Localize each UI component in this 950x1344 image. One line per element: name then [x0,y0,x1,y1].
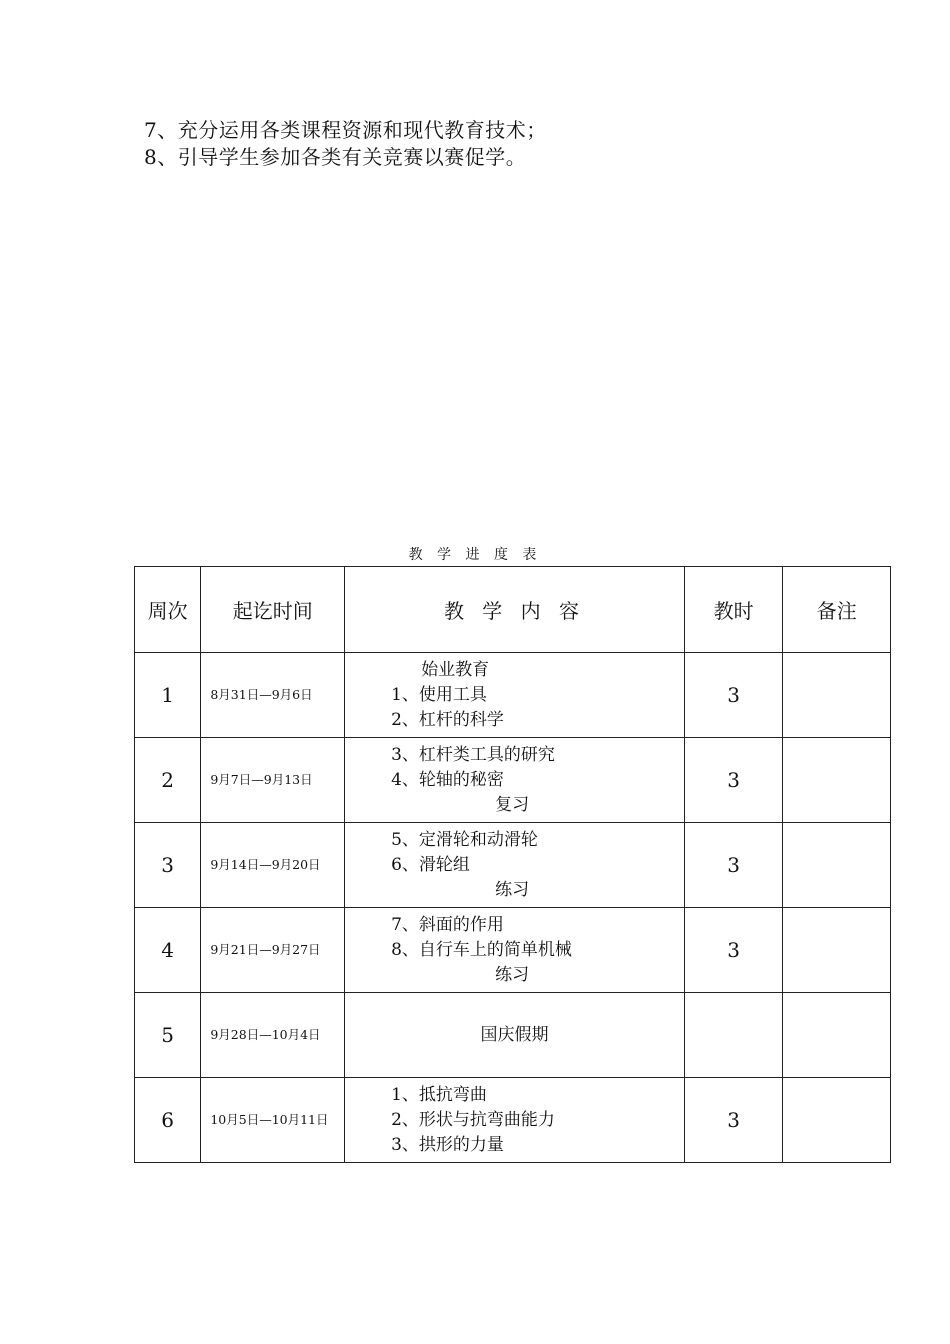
content-line: 3、拱形的力量 [391,1134,504,1155]
notes-cell [783,908,891,993]
date-range-cell: 10月5日—10月11日 [201,1078,345,1163]
table-row [135,653,891,738]
content-line: 3、杠杆类工具的研究 [391,744,555,765]
hours-cell: 3 [684,1078,783,1163]
hours-cell [684,993,783,1078]
hours-cell: 3 [684,738,783,823]
paragraph-item-8: 8、引导学生参加各类有关竞赛以赛促学。 [144,145,527,169]
date-range-cell: 9月7日—9月13日 [201,738,345,823]
date-range-cell: 9月14日—9月20日 [201,823,345,908]
notes-cell [783,738,891,823]
content-cell [345,908,685,993]
table-row [135,823,891,908]
content-line: 2、形状与抗弯曲能力 [391,1109,555,1130]
week-cell: 6 [135,1078,201,1163]
content-line: 练习 [495,879,530,900]
table-row [135,738,891,823]
week-cell: 3 [135,823,201,908]
notes-cell [783,1078,891,1163]
week-cell: 1 [135,653,201,738]
header-hours: 教时 [684,567,783,653]
content-cell [345,738,685,823]
notes-cell [783,823,891,908]
table-row [135,908,891,993]
table-header-row [135,567,891,653]
table-row [135,993,891,1078]
content-line: 6、滑轮组 [391,854,470,875]
content-line: 复习 [495,794,530,815]
notes-cell [783,653,891,738]
hours-cell: 3 [684,823,783,908]
header-content: 教 学 内 容 [345,567,685,653]
notes-cell [783,993,891,1078]
header-week: 周次 [135,567,201,653]
content-cell [345,993,685,1078]
content-line: 始业教育 [421,659,490,680]
content-cell [345,823,685,908]
week-cell: 2 [135,738,201,823]
content-line: 国庆假期 [480,1024,549,1045]
week-cell: 4 [135,908,201,993]
date-range-cell: 8月31日—9月6日 [201,653,345,738]
date-range-cell: 9月28日—10月4日 [201,993,345,1078]
hours-cell: 3 [684,908,783,993]
header-notes: 备注 [783,567,891,653]
content-line: 7、斜面的作用 [391,914,504,935]
week-cell: 5 [135,993,201,1078]
content-line: 练习 [495,964,530,985]
content-line: 5、定滑轮和动滑轮 [391,829,538,850]
date-range-cell: 9月21日—9月27日 [201,908,345,993]
content-line: 4、轮轴的秘密 [391,769,504,790]
paragraph-item-7: 7、充分运用各类课程资源和现代教育技术； [144,118,547,142]
content-cell [345,653,685,738]
content-line: 1、抵抗弯曲 [391,1084,487,1105]
hours-cell: 3 [684,653,783,738]
content-line: 2、杠杆的科学 [391,709,504,730]
table-row [135,1078,891,1163]
header-dates: 起讫时间 [201,567,345,653]
content-line: 1、使用工具 [391,684,487,705]
schedule-table [134,566,891,1163]
table-caption: 教 学 进 度 表 [408,547,542,563]
content-cell [345,1078,685,1163]
content-line: 8、自行车上的简单机械 [391,939,572,960]
